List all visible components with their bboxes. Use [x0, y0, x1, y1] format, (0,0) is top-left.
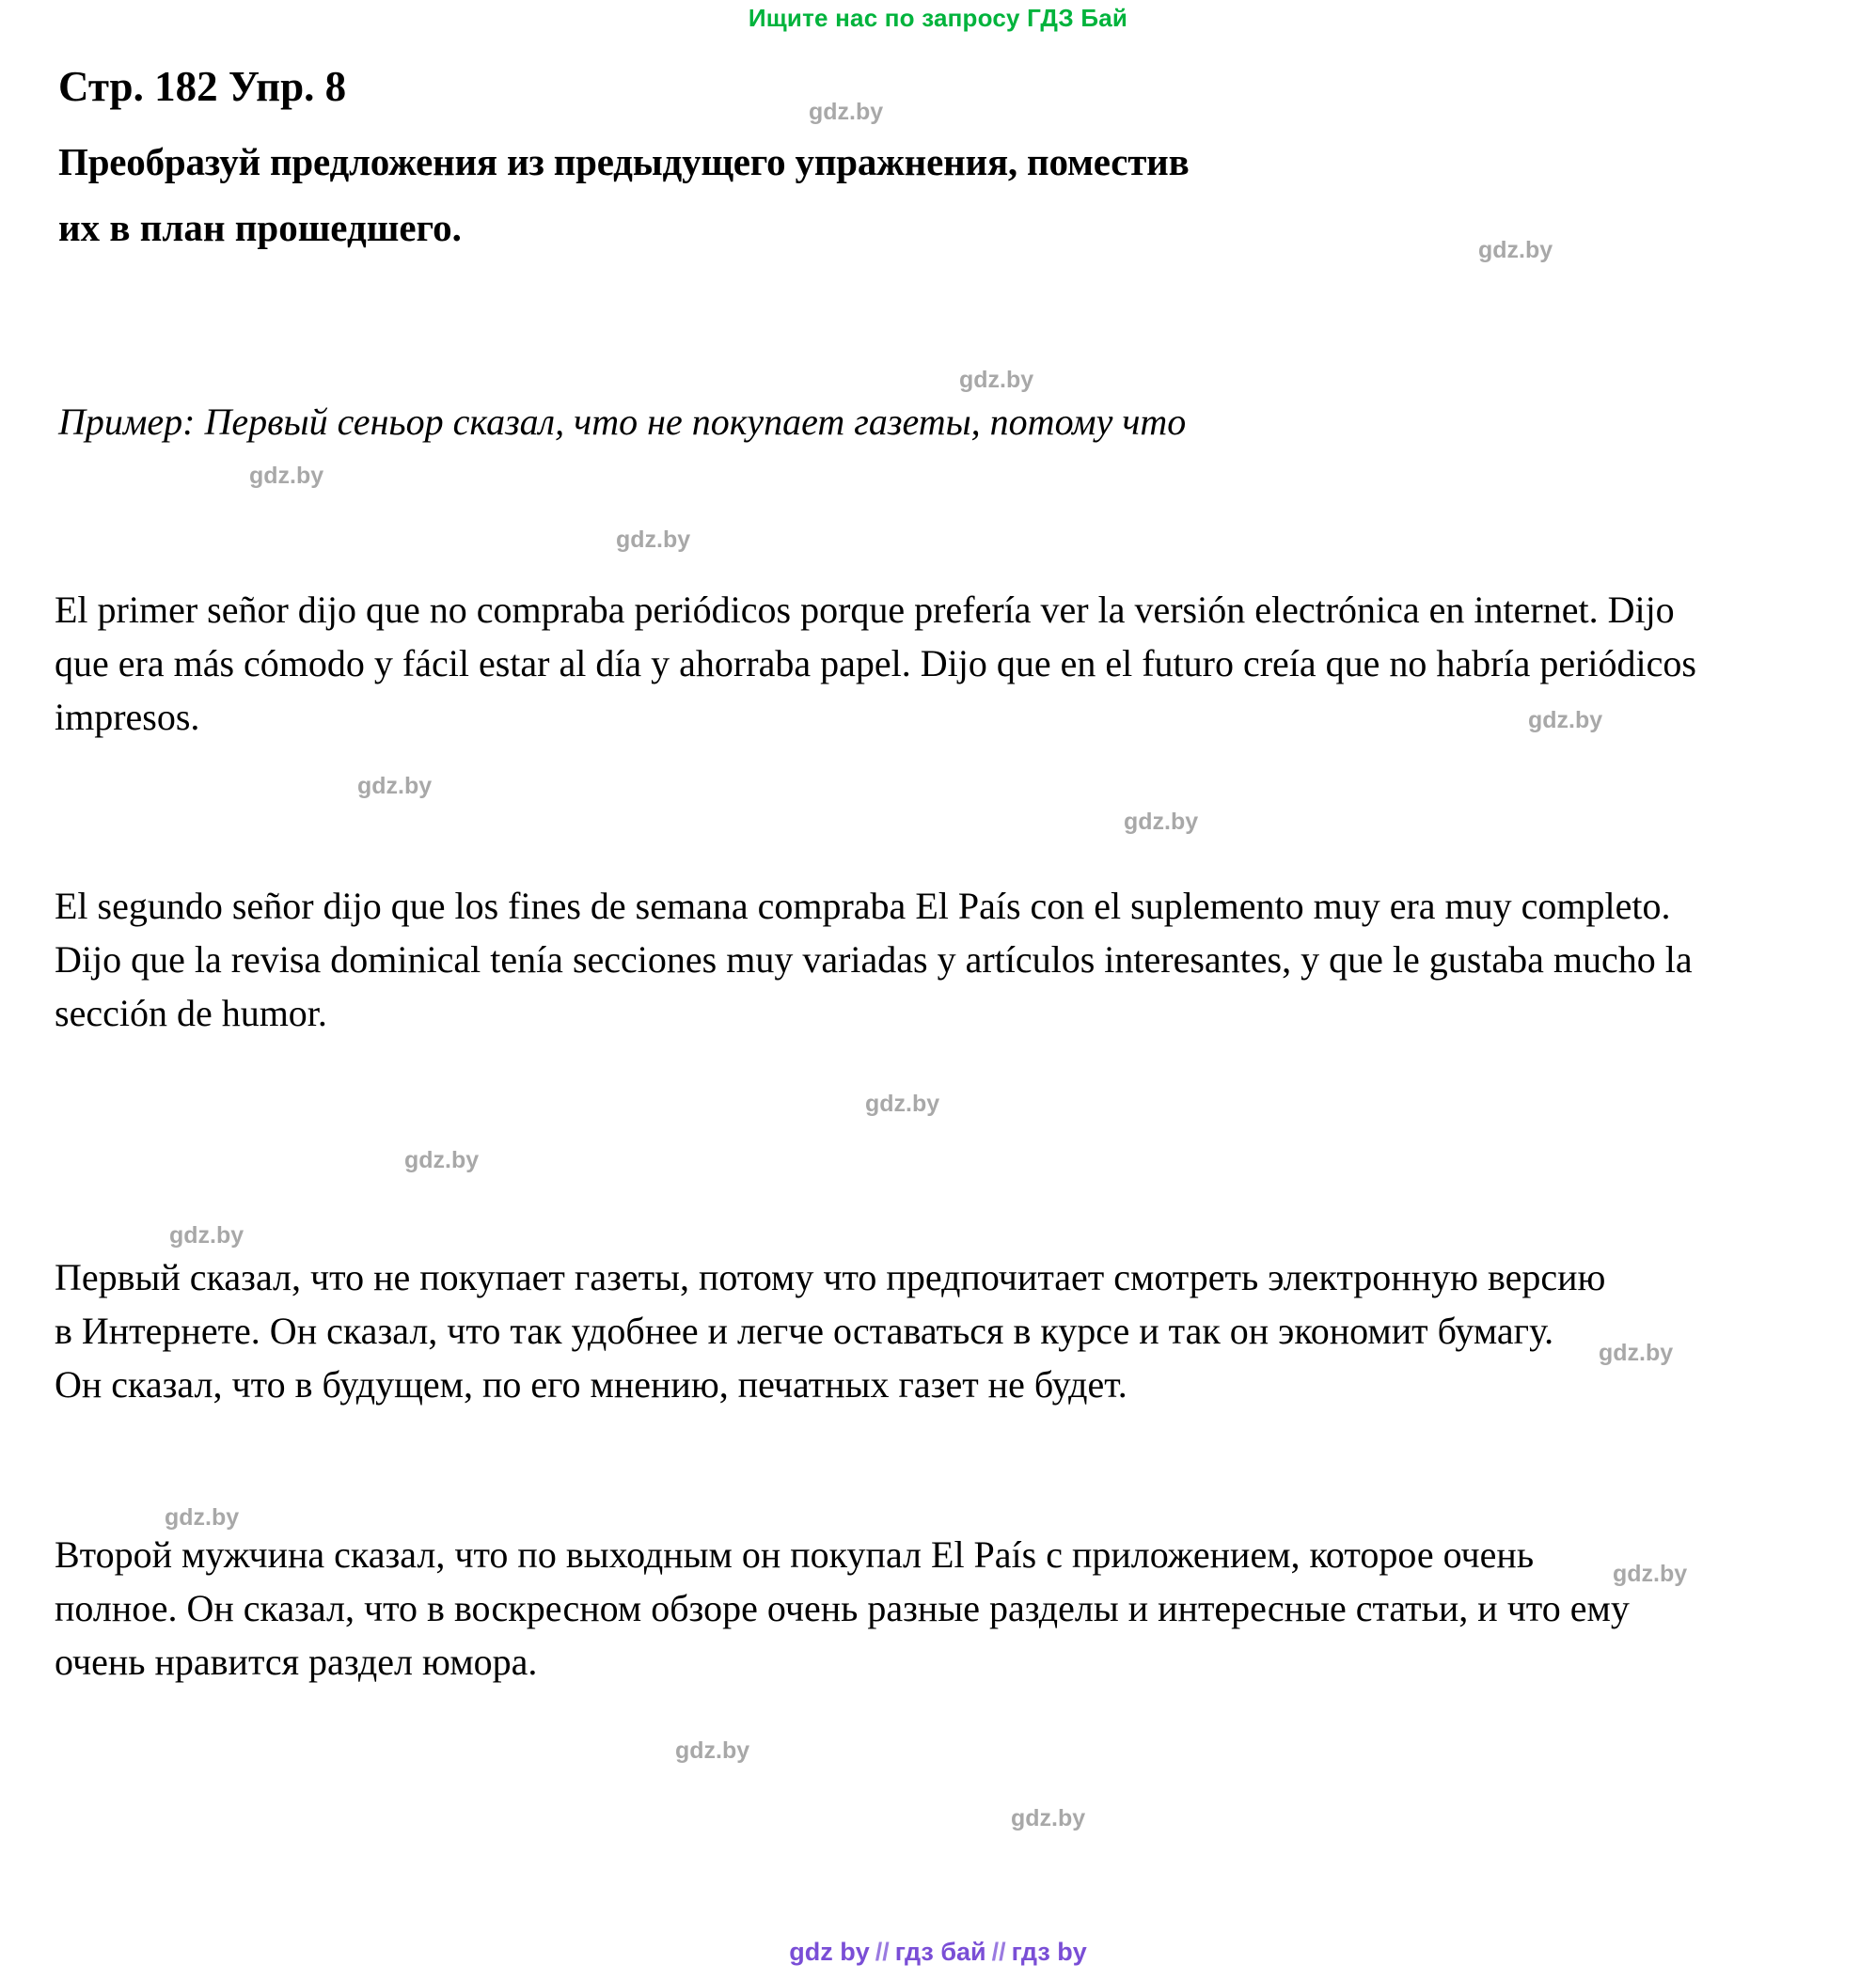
answer-paragraph-russian-2: Второй мужчина сказал, что по выходным он покупал El País с приложением, которое очень полное. Он сказал, что в воскресном обзоре очень разные разделы и интересные статьи, и что ему очень нравится раздел юмора.: [55, 1533, 1630, 1683]
page-title: Стр. 182 Упр. 8: [58, 63, 347, 110]
watermark: gdz.by: [1613, 1561, 1688, 1587]
watermark: gdz.by: [675, 1737, 750, 1764]
footer-separator-1: //: [875, 1938, 890, 1966]
watermark: gdz.by: [169, 1222, 244, 1249]
task-instruction-line-2: их в план прошедшего.: [58, 206, 462, 249]
promo-banner: Ищите нас по запросу ГДЗ Бай: [748, 4, 1128, 32]
watermark: gdz.by: [616, 526, 691, 553]
task-instruction-line-1: Преобразуй предложения из предыдущего упражнения, поместив: [58, 140, 1190, 183]
footer-item-1: gdz by: [789, 1938, 870, 1966]
answer-paragraph-russian-1: Первый сказал, что не покупает газеты, потому что предпочитает смотреть электронную версию в Интернете. Он сказал, что так удобнее и легче оставаться в курсе и так он экономит бумагу. Он сказал, что в будущем, по его мнению, печатных газет не будет.: [55, 1256, 1606, 1406]
watermark: gdz.by: [959, 367, 1034, 393]
watermark: gdz.by: [1599, 1340, 1674, 1366]
watermark: gdz.by: [1528, 707, 1603, 733]
watermark: gdz.by: [865, 1091, 940, 1117]
example-sentence: Пример: Первый сеньор сказал, что не покупает газеты, потому что: [58, 401, 1187, 443]
footer-item-2: гдз бай: [894, 1938, 986, 1966]
footer-links: [0, 1938, 1876, 1967]
footer-item-3: гдз by: [1011, 1938, 1087, 1966]
watermark: gdz.by: [809, 99, 884, 125]
answer-paragraph-spanish-2: El segundo señor dijo que los fines de semana compraba El País con el suplemento muy era muy completo. Dijo que la revisa dominical tenía secciones muy variadas y artículos interesantes, y que le gustaba mucho la sección de humor.: [55, 885, 1693, 1034]
watermark: gdz.by: [1124, 809, 1199, 835]
watermark: gdz.by: [249, 463, 324, 489]
watermark: gdz.by: [357, 773, 433, 799]
watermark: gdz.by: [165, 1504, 240, 1531]
watermark: gdz.by: [1478, 237, 1553, 263]
watermark: gdz.by: [1011, 1805, 1086, 1831]
answer-paragraph-spanish-1: El primer señor dijo que no compraba periódicos porque prefería ver la versión electrónica en internet. Dijo que era más cómodo y fácil estar al día y ahorraba papel. Dijo que en el futuro creía que no habría periódicos impresos.: [55, 589, 1696, 738]
watermark: gdz.by: [404, 1147, 480, 1173]
footer-separator-2: //: [991, 1938, 1006, 1966]
